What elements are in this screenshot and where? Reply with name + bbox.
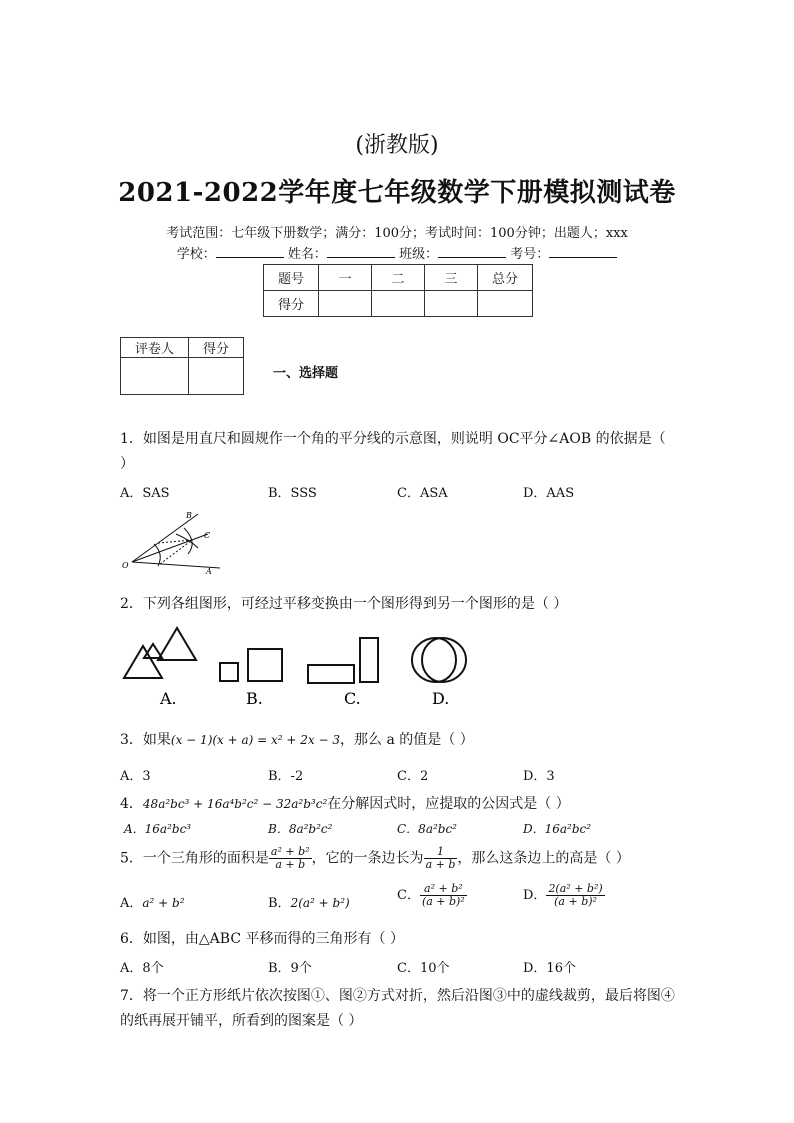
score-cell: 一	[319, 265, 372, 291]
field-name-blank[interactable]	[327, 245, 395, 258]
triangle-a-right	[158, 628, 196, 660]
q5-option-c[interactable]: C． $\frac{\text{a² + b²}}{\text{(a + b)²}}$	[397, 882, 465, 909]
question-3-text	[120, 729, 474, 749]
q4-expr: 48a²bc³ + 16a⁴b²c² − 32a²b³c²	[142, 797, 328, 811]
q5-option-a[interactable]: A．a² + b²	[120, 896, 185, 911]
rect-c-vertical	[360, 638, 378, 682]
angle-bisector-figure	[118, 506, 228, 576]
q3-option-c[interactable]: C．2	[397, 769, 429, 784]
q6-option-d[interactable]: D．16个	[523, 961, 576, 976]
exam-title: 2021-2022学年度七年级数学下册模拟测试卷	[118, 178, 676, 208]
label-c: C.	[344, 689, 361, 708]
score-input-cell[interactable]	[319, 291, 372, 317]
field-name-label: 姓名：	[287, 247, 327, 262]
q5-fraction-side: $\frac{1}{a + b}$	[425, 845, 456, 872]
label-b: B.	[246, 689, 263, 708]
q3-expr: (x − 1)(x + a) = x² + 2x − 3	[170, 733, 341, 747]
student-fields	[0, 243, 794, 262]
arc-1	[154, 544, 160, 566]
score-input-cell[interactable]	[372, 291, 425, 317]
label-d: D.	[432, 689, 450, 708]
square-b-large	[248, 649, 282, 681]
question-7-line-1: 7．将一个正方形纸片依次按图①、图②方式对折，然后沿图③中的虚线裁剪，最后将图④	[120, 988, 675, 1004]
q6-option-b[interactable]: B．9个	[268, 961, 312, 976]
question-1-text-cont: ）	[120, 456, 134, 472]
question-2-text: 2．下列各组图形，可经过平移变换由一个图形得到另一个图形的是（ ）	[120, 596, 568, 612]
q5-fraction-area: $\frac{\text{a² + b²}}{a + b}$	[270, 845, 310, 872]
edition-label: (浙教版)	[355, 133, 439, 158]
score-row-label: 得分	[264, 291, 319, 317]
q3-option-d[interactable]: D．3	[523, 769, 555, 784]
field-class-label: 班级：	[399, 247, 439, 262]
q4-prefix: 4．	[120, 796, 143, 812]
q3-option-b[interactable]: B．-2	[268, 769, 304, 784]
translation-figures	[118, 622, 478, 712]
score-cell: 题号	[264, 265, 319, 291]
question-6-text: 6．如图，由△ABC 平移而得的三角形有（ ）	[120, 931, 404, 947]
grader-header-cell: 得分	[189, 338, 244, 358]
ray-ob	[132, 514, 198, 562]
q1-option-a[interactable]: A．SAS	[120, 486, 170, 501]
q5-mid: ，它的一条边长为	[311, 850, 424, 867]
grader-table-input-row	[121, 358, 244, 395]
question-1-text: 1．如图是用直尺和圆规作一个角的平分线的示意图，则说明 OC平分∠AOB 的依据是（	[120, 431, 666, 447]
q6-option-c[interactable]: C．10个	[397, 961, 450, 976]
ray-oc	[132, 534, 208, 562]
q1-option-c[interactable]: C．ASA	[397, 486, 448, 501]
arc-d-right-outer	[442, 638, 466, 682]
grader-table	[120, 337, 244, 395]
score-input-cell[interactable]	[425, 291, 478, 317]
q6-option-a[interactable]: A．8个	[120, 961, 164, 976]
arc-d-left-outer	[412, 638, 436, 682]
score-cell: 三	[425, 265, 478, 291]
q1-option-d[interactable]: D．AAS	[523, 486, 575, 501]
dashed-line-2	[160, 540, 192, 564]
score-input-cell[interactable]	[478, 291, 533, 317]
arc-d-left-inner	[436, 638, 456, 682]
q4-option-c[interactable]: C．8a²bc²	[397, 822, 457, 836]
question-5-text	[120, 846, 630, 871]
field-id-label: 考号：	[510, 247, 550, 262]
score-table-header-row	[264, 265, 533, 291]
score-table-score-row	[264, 291, 533, 317]
question-4-text	[120, 793, 570, 813]
label-a: A	[206, 567, 212, 576]
q5-suffix: ，那么这条边上的高是（ ）	[457, 850, 630, 867]
label-c: C	[204, 531, 211, 540]
arc-d-right-inner	[422, 638, 442, 682]
q3-prefix: 3．如果	[120, 732, 171, 748]
section-title: 一、选择题	[273, 366, 339, 381]
label-b: B	[186, 511, 192, 520]
q1-option-b[interactable]: B．SSS	[268, 486, 317, 501]
q3-option-a[interactable]: A．3	[120, 769, 151, 784]
grader-header-cell: 评卷人	[121, 338, 189, 358]
q5-option-b[interactable]: B．2(a² + b²)	[268, 896, 350, 911]
field-school-blank[interactable]	[216, 245, 284, 258]
field-class-blank[interactable]	[438, 245, 506, 258]
label-o: O	[122, 561, 129, 570]
q4-suffix: 在分解因式时，应提取的公因式是（ ）	[327, 796, 570, 812]
score-cell: 总分	[478, 265, 533, 291]
score-cell: 二	[372, 265, 425, 291]
grader-input-cell[interactable]	[189, 358, 244, 395]
field-school-label: 学校：	[176, 247, 216, 262]
rect-c-horizontal	[308, 665, 354, 683]
q3-suffix: ，那么 a 的值是（ ）	[340, 732, 474, 748]
label-a: A.	[160, 689, 177, 708]
square-b-small	[220, 663, 238, 681]
grader-table-header-row	[121, 338, 244, 358]
q5-option-d[interactable]: D． $\frac{\text{2(a² + b²)}}{\text{(a + b)²}}$	[523, 882, 603, 909]
question-7-line-2: 的纸再展开铺平，所看到的图案是（ ）	[120, 1013, 363, 1029]
grader-input-cell[interactable]	[121, 358, 189, 395]
q4-option-b[interactable]: B．8a²b²c²	[268, 822, 333, 836]
q5-prefix: 5．一个三角形的面积是	[120, 850, 269, 867]
q4-option-a[interactable]: A．16a²bc³	[124, 822, 192, 836]
q4-option-d[interactable]: D．16a²bc²	[523, 822, 592, 836]
field-id-blank[interactable]	[549, 245, 617, 258]
exam-info: 考试范围：七年级下册数学；满分：100分；考试时间：100分钟；出题人；xxx	[166, 226, 628, 241]
score-table	[263, 264, 533, 317]
